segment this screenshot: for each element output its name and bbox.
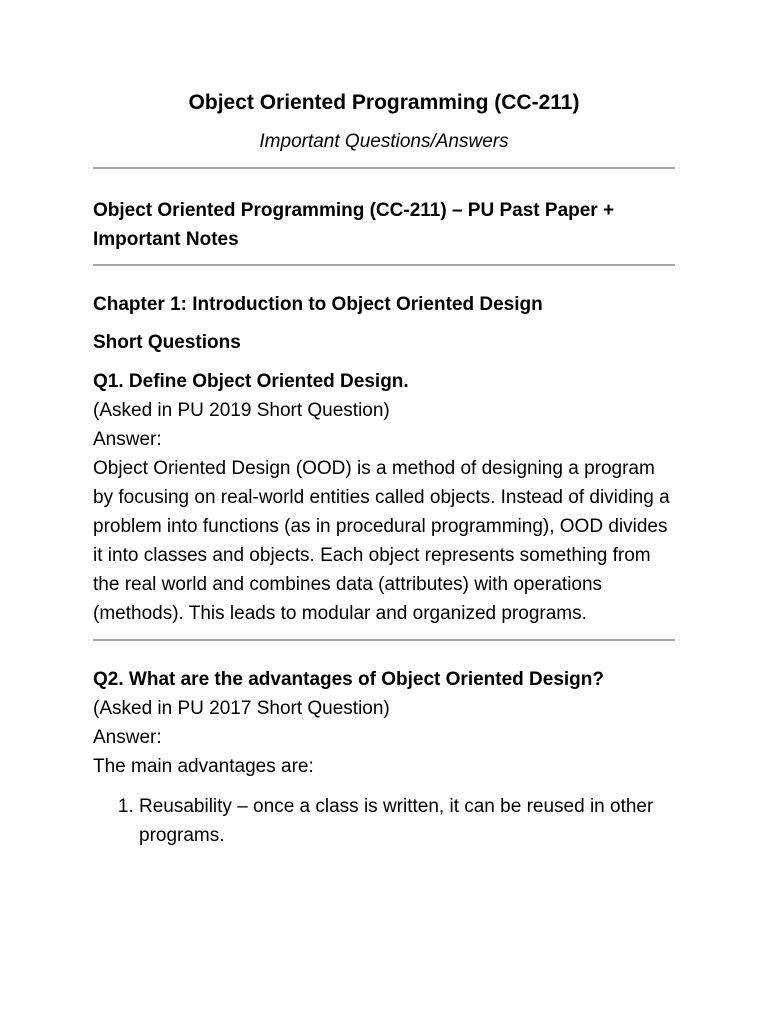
paper-subheading-line-1: Object Oriented Programming (CC-211) – PU Past Paper +	[93, 200, 615, 221]
divider	[93, 264, 675, 266]
question-1-answer-label: Answer:	[93, 429, 162, 450]
advantages-list	[93, 792, 675, 850]
section-heading: Short Questions	[93, 332, 241, 353]
paper-subheading	[93, 196, 675, 254]
question-2-title: Q2. What are the advantages of Object Oriented Design?	[93, 669, 604, 690]
question-2-answer-label: Answer:	[93, 727, 162, 748]
chapter-heading: Chapter 1: Introduction to Object Oriented Design	[93, 294, 543, 315]
question-1-title: Q1. Define Object Oriented Design.	[93, 371, 409, 392]
advantage-item: 1. Reusability – once a class is written, it can be reused in other programs.	[139, 792, 675, 850]
question-1-answer: Object Oriented Design (OOD) is a method of designing a program by focusing on real-world entities called objects. Instead of dividing a problem into functions (as in procedural programming), OOD divides it into classes and objects. Each object represents something from the real world and combines data (attributes) with operations (methods). This leads to modular and organized programs.	[93, 458, 670, 624]
document-title: Object Oriented Programming (CC-211)	[188, 91, 580, 114]
divider	[93, 639, 675, 641]
question-2-asked: (Asked in PU 2017 Short Question)	[93, 698, 390, 719]
question-2-intro: The main advantages are:	[93, 756, 314, 777]
document-subtitle: Important Questions/Answers	[259, 131, 509, 152]
divider	[93, 167, 675, 169]
question-1-asked: (Asked in PU 2019 Short Question)	[93, 400, 390, 421]
paper-subheading-line-2: Important Notes	[93, 229, 239, 250]
